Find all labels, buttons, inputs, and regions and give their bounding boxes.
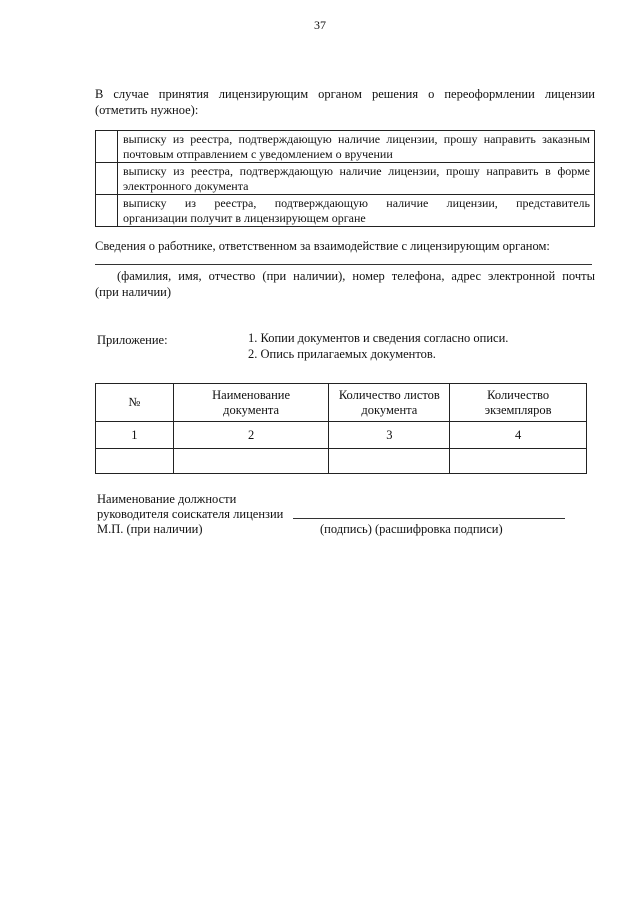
option-1-line-2: почтовым отправлением с уведомлением о вручении [123,146,393,161]
empty-cell[interactable] [173,449,329,474]
empty-cell[interactable] [96,449,174,474]
option-checkbox[interactable] [96,163,118,195]
option-text [118,195,595,227]
signature-caption: (подпись) (расшифровка подписи) [320,522,503,536]
option-row [96,131,595,163]
empty-cell[interactable] [329,449,450,474]
header-cell-sheets: Количество листов документа [329,384,450,422]
number-cell: 3 [329,422,450,449]
option-2-line-1: выписку из реестра, подтверждающую наличие лицензии, прошу направить в форме [123,164,590,178]
signature-title-line-2: руководителя соискателя лицензии [97,507,284,521]
option-1-line-1: выписку из реестра, подтверждающую наличие лицензии, прошу направить заказным [123,132,590,146]
option-3-line-2: организации получит в лицензирующем органе [123,210,366,225]
options-table [95,130,595,227]
page-number: 37 [314,18,326,32]
signature-title-line-1: Наименование должности [97,492,237,506]
option-2-line-2: электронного документа [123,178,249,193]
documents-table [95,383,587,474]
employee-fill-line[interactable] [95,264,592,265]
option-checkbox[interactable] [96,131,118,163]
appendix-item: 1. Копии документов и сведения согласно описи. [248,331,509,345]
intro-paragraph [95,86,595,118]
option-text [118,163,595,195]
signature-line[interactable] [293,518,565,519]
option-checkbox[interactable] [96,195,118,227]
intro-line-1: В случае принятия лицензирующим органом решения о переоформлении лицензии [95,87,595,101]
appendix-list [248,330,508,362]
appendix-item: 2. Опись прилагаемых документов. [248,347,436,361]
employee-label-text: Сведения о работнике, ответственном за взаимодействие с лицензирующим органом: [95,239,550,253]
employee-hint-line-2: (при наличии) [95,285,172,299]
intro-line-2: (отметить нужное): [95,103,199,117]
option-3-line-1: выписку из реестра, подтверждающую наличие лицензии, представитель [123,196,590,210]
signature-title [97,492,283,522]
table-header-row [96,384,587,422]
option-row [96,195,595,227]
number-cell: 2 [173,422,329,449]
header-cell-number: № [96,384,174,422]
header-cell-name: Наименование документа [173,384,329,422]
option-text [118,131,595,163]
option-row [96,163,595,195]
employee-hint [95,268,595,300]
employee-hint-line-1: (фамилия, имя, отчество (при наличии), номер телефона, адрес электронной почты [117,269,595,283]
number-cell: 4 [450,422,587,449]
table-row [96,422,587,449]
table-row [96,449,587,474]
stamp-note: М.П. (при наличии) [97,522,203,536]
employee-label [95,238,595,254]
appendix-label: Приложение: [97,333,168,347]
number-cell: 1 [96,422,174,449]
header-cell-copies: Количество экземпляров [450,384,587,422]
empty-cell[interactable] [450,449,587,474]
